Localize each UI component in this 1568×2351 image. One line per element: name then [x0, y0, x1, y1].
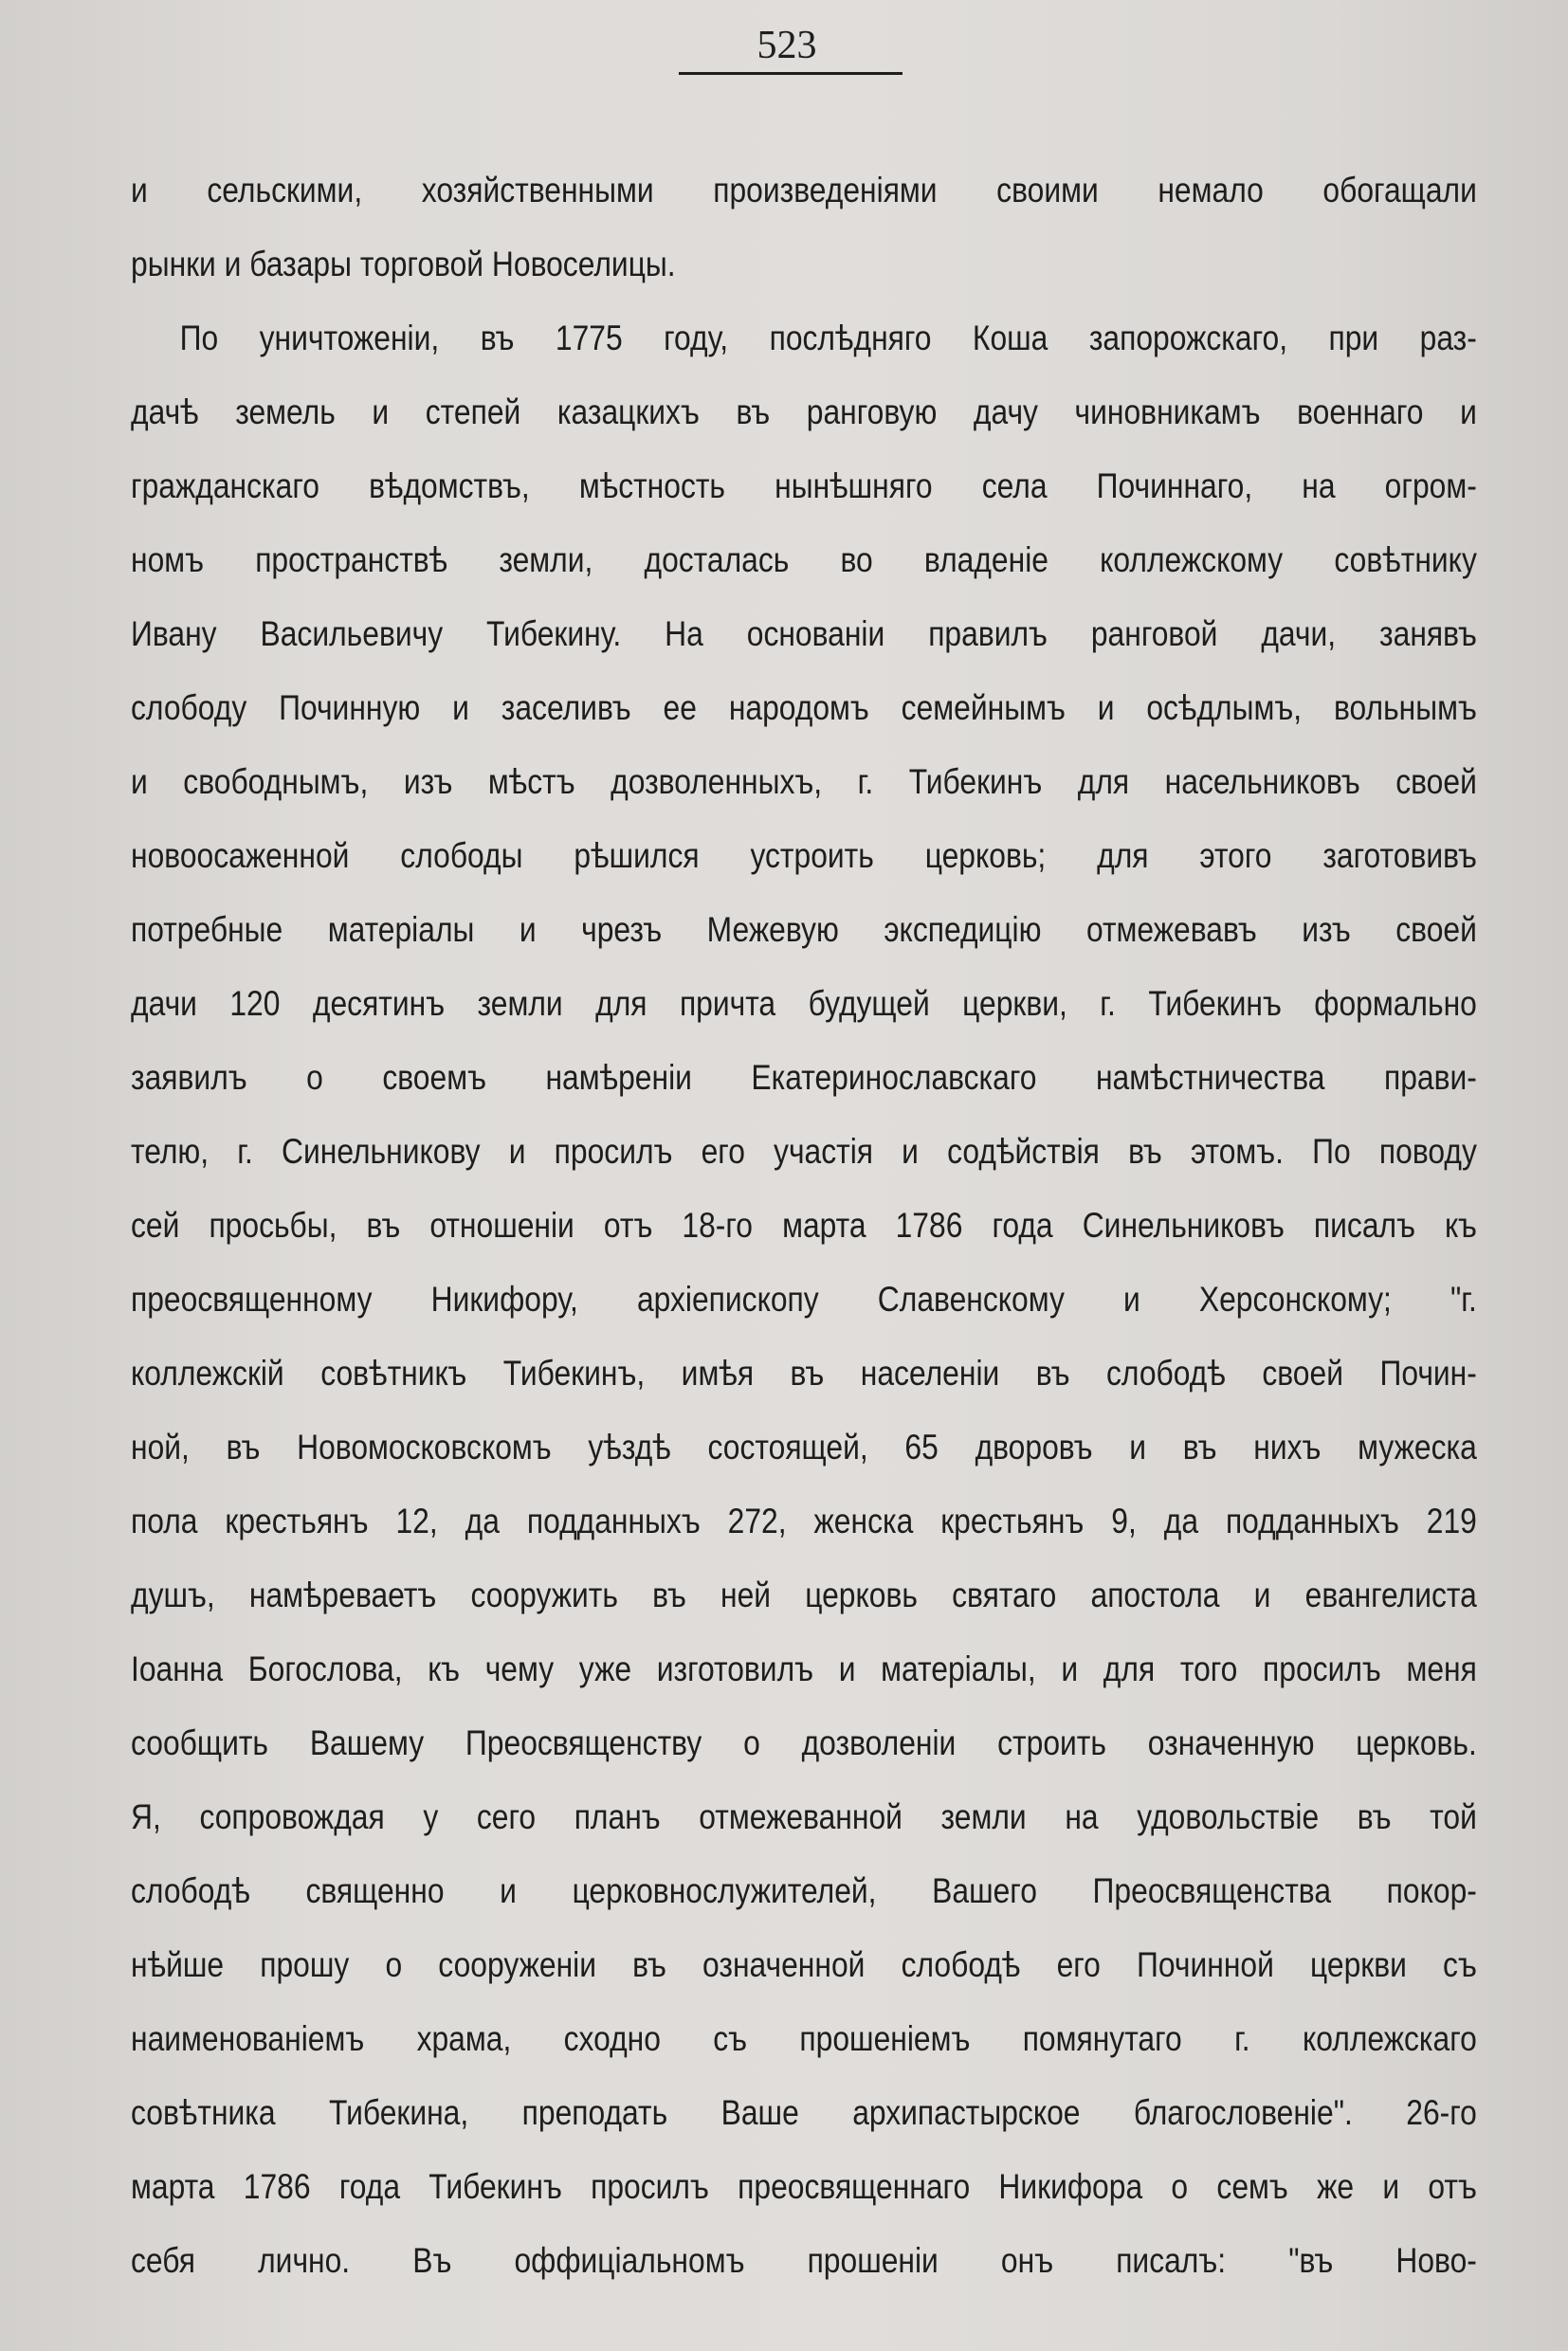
text-line: рынки и базары торговой Новоселицы. [131, 245, 676, 283]
text-line: пола крестьянъ 12, да подданныхъ 272, женска крестьянъ 9, да подданныхъ 219 [131, 1502, 1477, 1540]
text-line: наименованіемъ храма, сходно съ прошеніемъ помянутаго г. коллежскаго [131, 2019, 1477, 2058]
text-line: совѣтника Тибекина, преподать Ваше архипастырское благословеніе". 26-го [131, 2093, 1477, 2132]
text-line: сей просьбы, въ отношеніи отъ 18-го марта 1786 года Синельниковъ писалъ къ [131, 1206, 1477, 1245]
body-text [131, 154, 1477, 2298]
text-line: потребные матеріалы и чрезъ Межевую экспедицію отмежевавъ изъ своей [131, 910, 1477, 949]
text-line: коллежскій совѣтникъ Тибекинъ, имѣя въ населеніи въ слободѣ своей Почин- [131, 1354, 1477, 1393]
text-line: Ивану Васильевичу Тибекину. На основаніи правилъ ранговой дачи, занявъ [131, 614, 1477, 653]
text-line: дачи 120 десятинъ земли для причта будущей церкви, г. Тибекинъ формально [131, 984, 1477, 1023]
text-line: Я, сопровождая у сего планъ отмежеванной земли на удовольствіе въ той [131, 1797, 1477, 1836]
text-line: Іоанна Богослова, къ чему уже изготовилъ и матеріалы, и для того просилъ меня [131, 1649, 1477, 1688]
page-number: 523 [757, 24, 817, 67]
text-line: дачѣ земель и степей казацкихъ въ ранговую дачу чиновникамъ военнаго и [131, 392, 1477, 431]
text-line: и свободнымъ, изъ мѣстъ дозволенныхъ, г. Тибекинъ для насельниковъ своей [131, 762, 1477, 801]
text-line: ной, въ Новомосковскомъ уѣздѣ состоящей, 65 дворовъ и въ нихъ мужеска [131, 1428, 1477, 1467]
text-line: слободу Починную и заселивъ ее народомъ семейнымъ и осѣдлымъ, вольнымъ [131, 688, 1477, 727]
text-line: новоосаженной слободы рѣшился устроить церковь; для этого заготовивъ [131, 836, 1477, 875]
text-line: марта 1786 года Тибекинъ просилъ преосвященнаго Никифора о семъ же и отъ [131, 2167, 1477, 2206]
text-line: По уничтоженіи, въ 1775 году, послѣдняго Коша запорожскаго, при раз- [179, 319, 1477, 357]
page-number-rule [679, 72, 903, 75]
text-line: телю, г. Синельникову и просилъ его участія и содѣйствія въ этомъ. По поводу [131, 1132, 1477, 1171]
text-line: заявилъ о своемъ намѣреніи Екатеринославскаго намѣстничества прави- [131, 1058, 1477, 1097]
text-line: сообщить Вашему Преосвященству о дозволеніи строить означенную церковь. [131, 1723, 1477, 1762]
text-line: нѣйше прошу о сооруженіи въ означенной слободѣ его Починной церкви съ [131, 1945, 1477, 1984]
text-line: номъ пространствѣ земли, досталась во владеніе коллежскому совѣтнику [131, 540, 1477, 579]
text-line: душъ, намѣреваетъ сооружить въ ней церковь святаго апостола и евангелиста [131, 1576, 1477, 1614]
text-line: гражданскаго вѣдомствъ, мѣстность нынѣшняго села Починнаго, на огром- [131, 466, 1477, 505]
text-line: слободѣ священно и церковнослужителей, Вашего Преосвященства покор- [131, 1871, 1477, 1910]
text-line: преосвященному Никифору, архіепископу Славенскому и Херсонскому; "г. [131, 1280, 1477, 1319]
text-line: себя лично. Въ оффиціальномъ прошеніи онъ писалъ: "въ Ново- [131, 2241, 1477, 2280]
text-line: и сельскими, хозяйственными произведеніями своими немало обогащали [131, 171, 1477, 210]
